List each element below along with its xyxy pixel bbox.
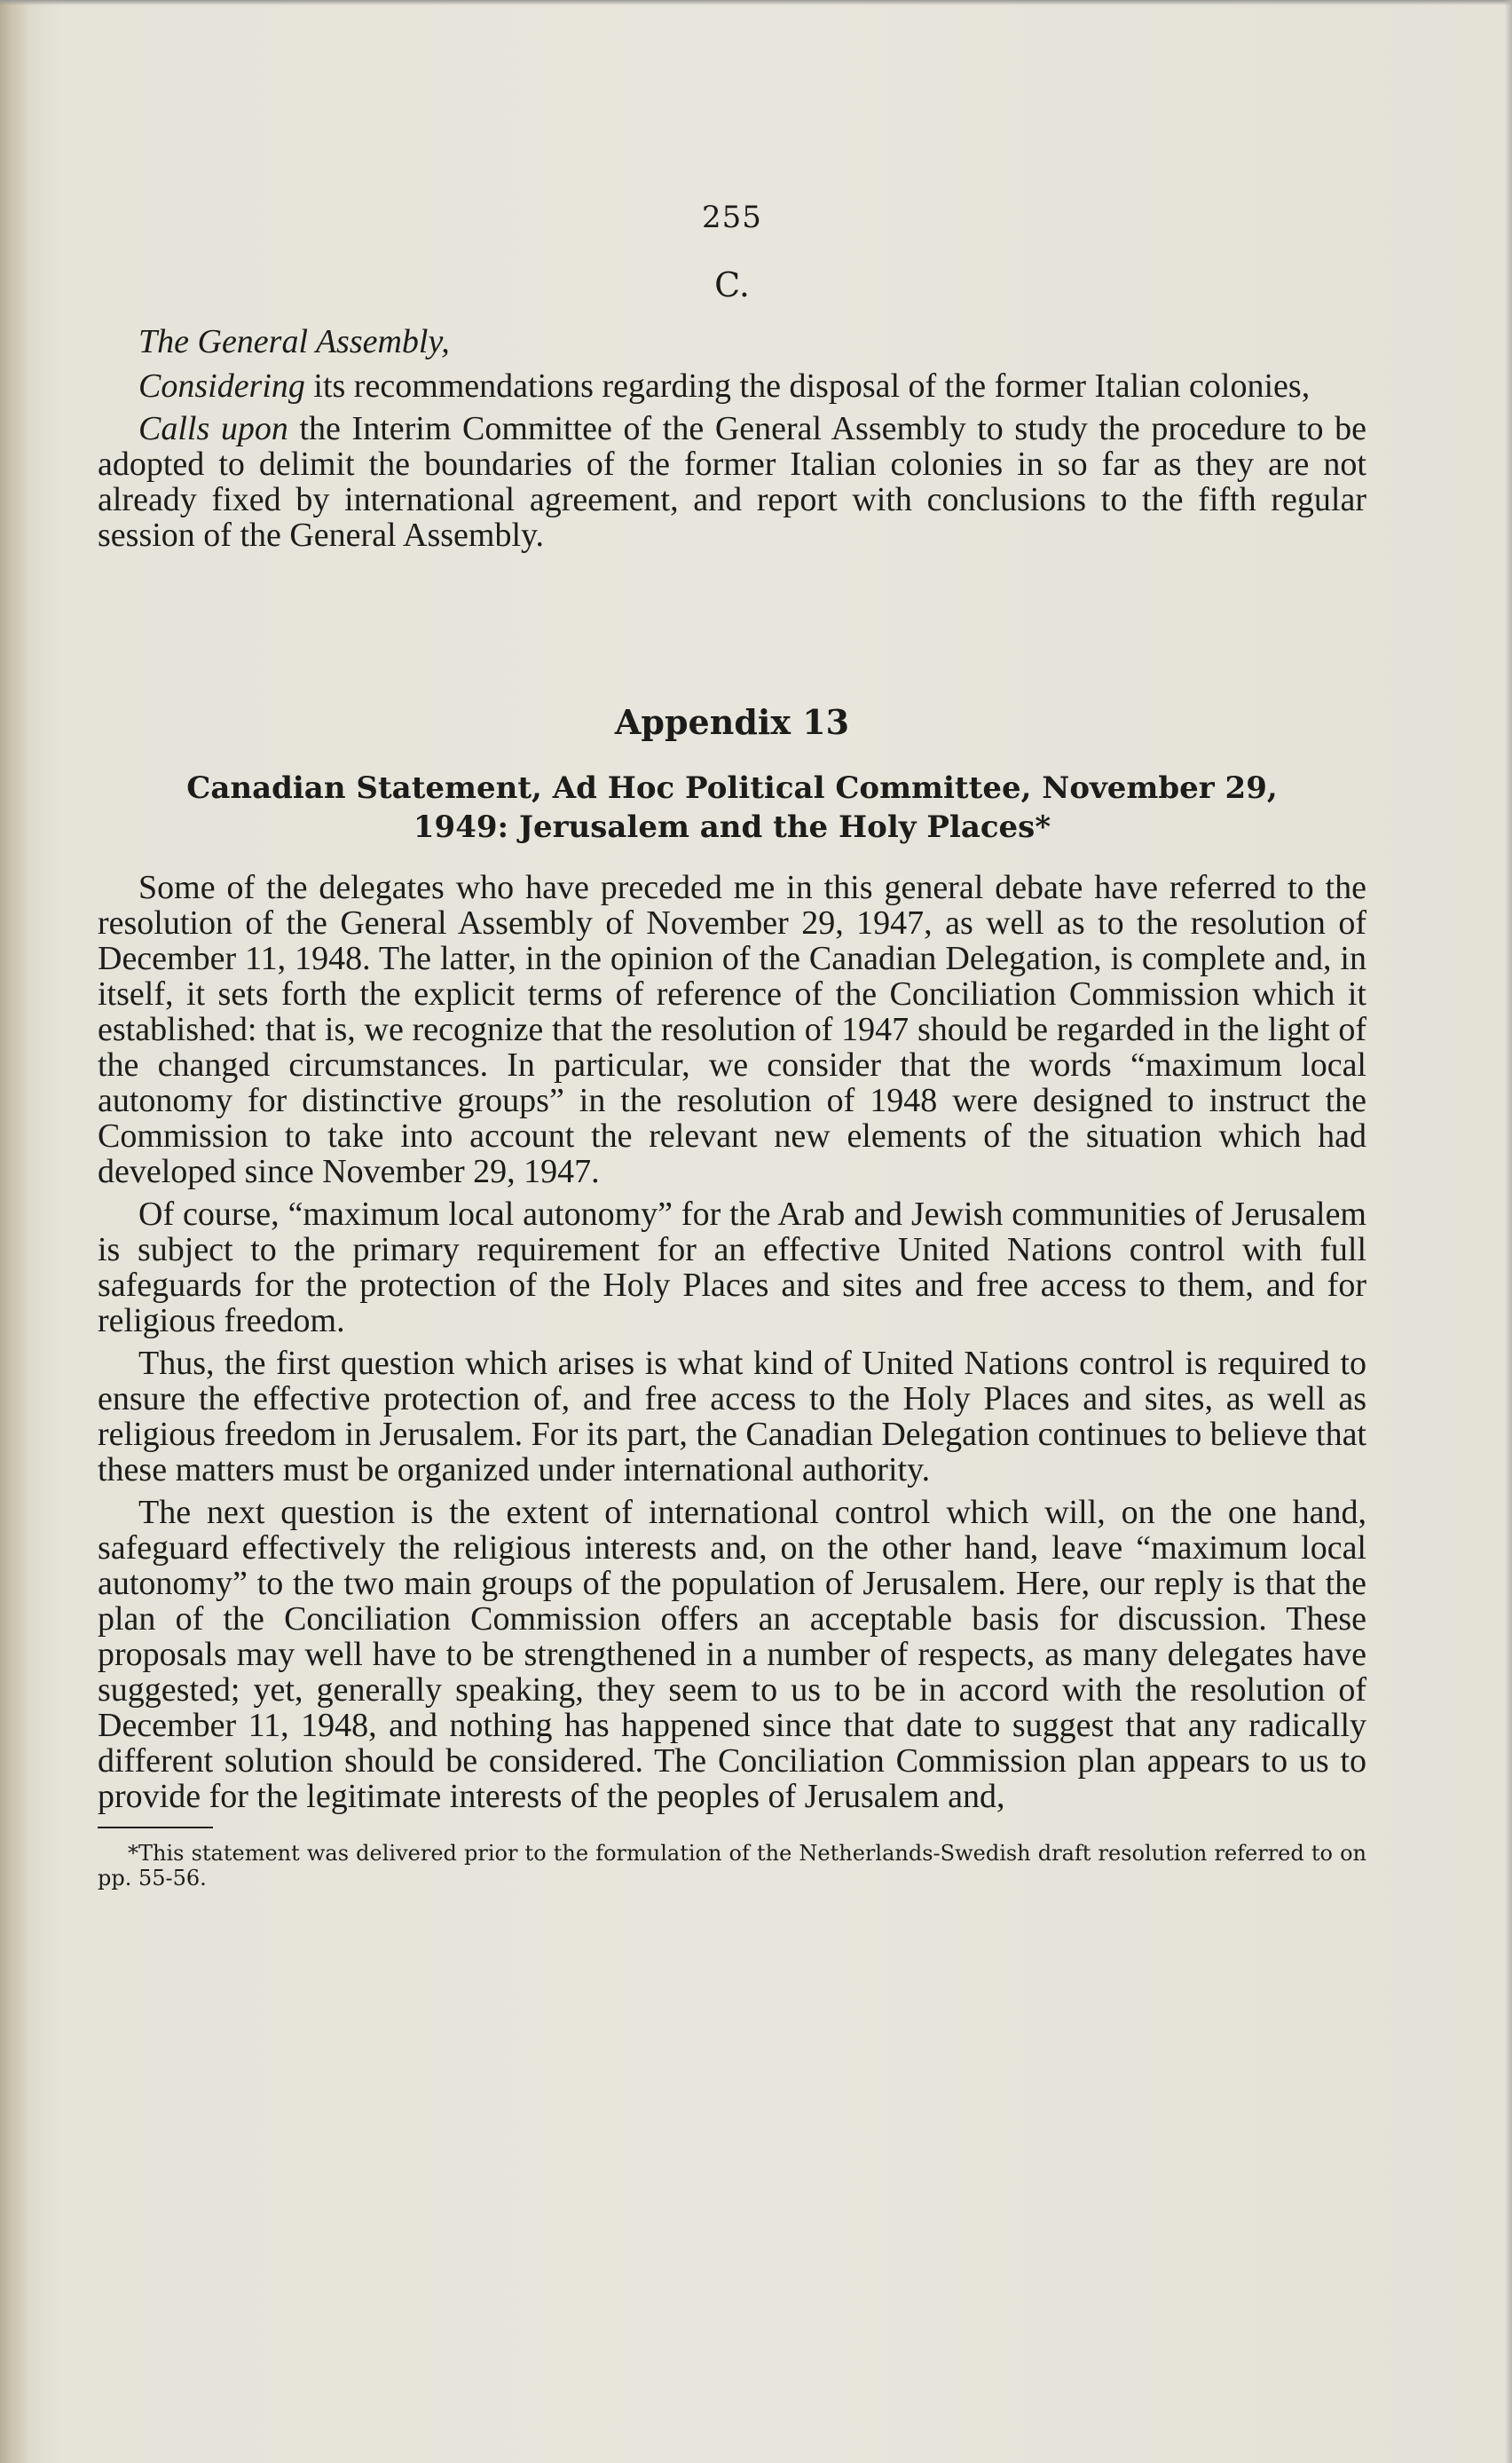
- page-content: [98, 200, 1366, 1891]
- section-c-body: [98, 324, 1366, 553]
- statement-paragraph-2: Of course, “maximum local autonomy” for the Arab and Jewish communities of Jerusalem is subject to the primary requirement for an effective United Nations control with full safeguards for the protection of the Holy Places and sites and free access to them, and for religious freedom.: [98, 1196, 1366, 1339]
- statement-paragraph-3: Thus, the first question which arises is what kind of United Nations control is required to ensure the effective protection of, and free access to the Holy Places and sites, as well as religious freedom in Jerusalem. For its part, the Canadian Delegation continues to believe that these matters must be organized under international authority.: [98, 1345, 1366, 1488]
- section-c-paragraph-2-text: the Interim Committee of the General Assembly to study the procedure to be adopted to delimit the boundaries of the former Italian colonies in so far as they are not already fixed by international agreement, and report with conclusions to the fifth regular session of the General Assembly.: [98, 410, 1367, 554]
- page-number: 255: [702, 200, 762, 235]
- section-c-paragraph-2-lead: Calls upon: [138, 410, 288, 447]
- footnote: *This statement was delivered prior to the formulation of the Netherlands-Swedish draft resolution referred to on pp. 55-56.: [98, 1841, 1366, 1891]
- section-c-paragraph-1: [98, 368, 1366, 404]
- statement-title-line-1: Canadian Statement, Ad Hoc Political Committee, November 29,: [186, 770, 1278, 806]
- statement-title-line-2: 1949: Jerusalem and the Holy Places*: [413, 809, 1051, 845]
- section-c-addressee: The General Assembly,: [138, 323, 450, 360]
- page-binding-shadow: [0, 0, 30, 2463]
- statement-body: [98, 870, 1366, 1814]
- section-letter: C.: [714, 265, 750, 304]
- statement-paragraph-4: The next question is the extent of international control which will, on the one hand, safeguard effectively the religious interests and, on the other hand, leave “maximum local autonomy” to the two main groups of the population of Jerusalem. Here, our reply is that the plan of the Conciliation Commission offers an acceptable basis for discussion. These proposals may well have to be strengthened in a number of respects, as many delegates have suggested; yet, generally speaking, they seem to us to be in accord with the resolution of December 11, 1948, and nothing has happened since that date to suggest that any radically different solution should be considered. The Conciliation Commission plan appears to us to provide for the legitimate interests of the peoples of Jerusalem and,: [98, 1494, 1366, 1815]
- page-top-edge: [0, 0, 1512, 5]
- section-c-paragraph-2: [98, 411, 1366, 553]
- statement-paragraph-1: Some of the delegates who have preceded me in this general debate have referred to the resolution of the General Assembly of November 29, 1947, as well as to the resolution of December 11, 1948. The latter, in the opinion of the Canadian Delegation, is complete and, in itself, it sets forth the explicit terms of reference of the Conciliation Commission which it established: that is, we recognize that the resolution of 1947 should be regarded in the light of the changed circumstances. In particular, we consider that the words “maximum local autonomy for distinctive groups” in the resolution of 1948 were designed to instruct the Commission to take into account the relevant new elements of the situation which had developed since November 29, 1947.: [98, 869, 1366, 1190]
- statement-title: [98, 769, 1366, 847]
- footnote-rule: [98, 1827, 213, 1828]
- section-c-paragraph-1-text: its recommendations regarding the disposal of the former Italian colonies,: [304, 367, 1311, 405]
- section-spacer: [98, 560, 1366, 702]
- appendix-title: Appendix 13: [614, 702, 850, 742]
- page-right-edge: [1505, 0, 1512, 2463]
- section-c-paragraph-1-lead: Considering: [138, 367, 305, 405]
